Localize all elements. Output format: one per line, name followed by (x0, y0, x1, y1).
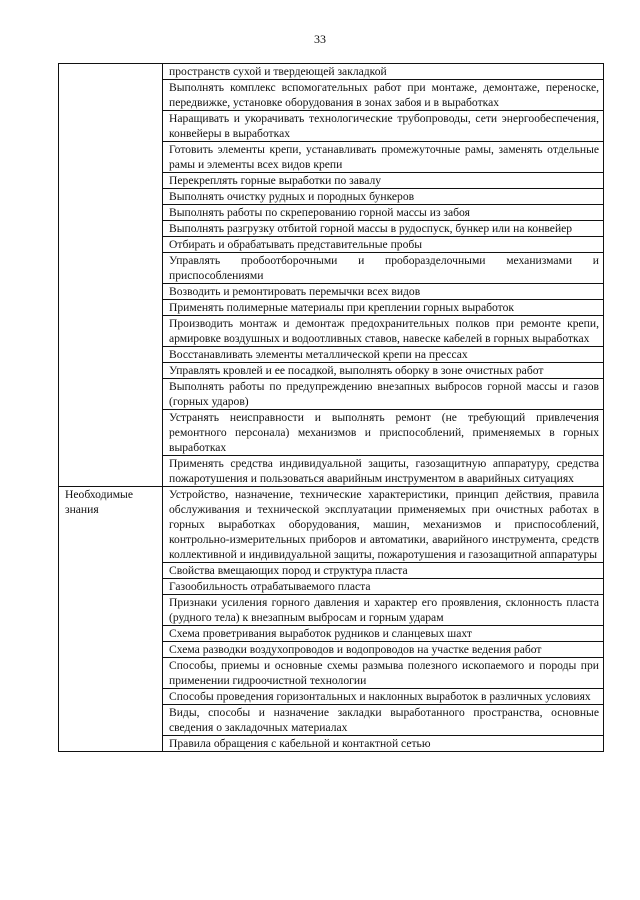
table-row (59, 487, 604, 563)
requirement-item: Восстанавливать элементы металлической крепи на прессах (163, 347, 604, 363)
requirement-item: Возводить и ремонтировать перемычки всех видов (163, 284, 604, 300)
requirements-table-body (59, 64, 604, 752)
requirement-item: Отбирать и обрабатывать представительные пробы (163, 237, 604, 253)
requirement-item: Управлять пробоотборочными и проборазделочными механизмами и приспособлениями (163, 253, 604, 284)
requirement-item: Виды, способы и назначение закладки выработанного пространства, основные сведения о закладочных материалах (163, 705, 604, 736)
requirement-item: Способы проведения горизонтальных и наклонных выработок в различных условиях (163, 689, 604, 705)
requirement-item: Применять средства индивидуальной защиты, газозащитную аппаратуру, средства пожаротушения и пользоваться аварийным инструментом в аварийных ситуациях (163, 456, 604, 487)
requirement-item: Устройство, назначение, технические характеристики, принцип действия, правила обслуживания и технической эксплуатации применяемых при очистных работах в горных выработках оборудования, машин, механизмов и приспособлений, контрольно-измерительных приборов и автоматики, аварийного инструмента, средств коллективной и индивидуальной защиты, пожаротушения и газозащитной аппаратуры (163, 487, 604, 563)
requirements-table (58, 63, 604, 752)
requirement-item: Производить монтаж и демонтаж предохранительных полков при ремонте крепи, армировке воздушных и водоотливных ставов, навеске кабелей в горных выработках (163, 316, 604, 347)
requirement-item: Перекреплять горные выработки по завалу (163, 173, 604, 189)
section-label (59, 64, 163, 487)
section-label: Необходимые знания (59, 487, 163, 752)
requirement-item: Правила обращения с кабельной и контактной сетью (163, 736, 604, 752)
requirement-item: Способы, приемы и основные схемы размыва полезного ископаемого и породы при применении гидроочистной технологии (163, 658, 604, 689)
requirement-item: Выполнять комплекс вспомогательных работ при монтаже, демонтаже, переноске, передвижке, установке оборудования в зонах забоя и в выработках (163, 80, 604, 111)
requirement-item: Выполнять работы по скреперованию горной массы из забоя (163, 205, 604, 221)
requirement-item: Схема проветривания выработок рудников и сланцевых шахт (163, 626, 604, 642)
page-number: 33 (314, 32, 326, 46)
requirement-item: Выполнять разгрузку отбитой горной массы в рудоспуск, бункер или на конвейер (163, 221, 604, 237)
table-row (59, 64, 604, 80)
requirement-item: Выполнять очистку рудных и породных бункеров (163, 189, 604, 205)
requirement-item: Схема разводки воздухопроводов и водопроводов на участке ведения работ (163, 642, 604, 658)
requirement-item: Газообильность отрабатываемого пласта (163, 579, 604, 595)
requirement-item: Наращивать и укорачивать технологические трубопроводы, сети энергообеспечения, конвейеры в выработках (163, 111, 604, 142)
requirement-item: Устранять неисправности и выполнять ремонт (не требующий привлечения ремонтного персонала) механизмов и приспособлений, применяемых в горных выработках (163, 410, 604, 456)
requirement-item: Свойства вмещающих пород и структура пласта (163, 563, 604, 579)
requirement-item: Применять полимерные материалы при креплении горных выработок (163, 300, 604, 316)
requirement-item: пространств сухой и твердеющей закладкой (163, 64, 604, 80)
requirement-item: Готовить элементы крепи, устанавливать промежуточные рамы, заменять отдельные рамы и элементы всех видов крепи (163, 142, 604, 173)
requirement-item: Выполнять работы по предупреждению внезапных выбросов горной массы и газов (горных ударов) (163, 379, 604, 410)
requirement-item: Управлять кровлей и ее посадкой, выполнять оборку в зоне очистных работ (163, 363, 604, 379)
requirement-item: Признаки усиления горного давления и характер его проявления, склонность пласта (рудного тела) к внезапным выбросам и горным ударам (163, 595, 604, 626)
